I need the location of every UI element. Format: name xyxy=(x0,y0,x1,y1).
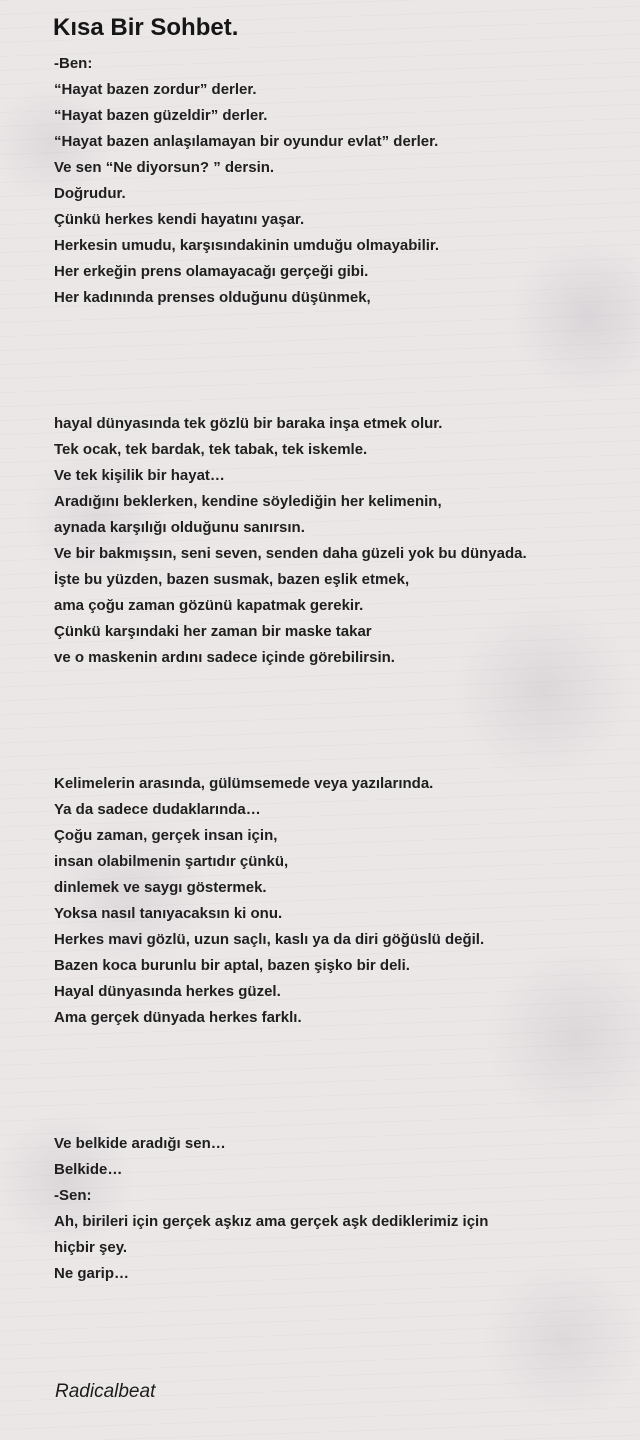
poem-line: Çünkü herkes kendi hayatını yaşar. xyxy=(54,211,305,228)
stanza xyxy=(54,771,484,1031)
poem-line: Herkes mavi gözlü, uzun saçlı, kaslı ya da diri göğüslü değil. xyxy=(54,931,485,948)
poem-line: “Hayat bazen anlaşılamayan bir oyundur evlat” derler. xyxy=(54,133,439,150)
poem-line: Ve tek kişilik bir hayat… xyxy=(54,467,225,484)
poem-line: -Ben: xyxy=(54,55,93,72)
poem-line: Tek ocak, tek bardak, tek tabak, tek iskemle. xyxy=(54,441,368,458)
poem-line: hiçbir şey. xyxy=(54,1239,128,1256)
poem-line: insan olabilmenin şartıdır çünkü, xyxy=(54,853,289,870)
poem-line: Ve belkide aradığı sen… xyxy=(54,1135,226,1152)
poem-line: dinlemek ve saygı göstermek. xyxy=(54,879,267,896)
poem-line: Yoksa nasıl tanıyacaksın ki onu. xyxy=(54,905,283,922)
poem-line: Hayal dünyasında herkes güzel. xyxy=(54,983,281,1000)
poem-line: -Sen: xyxy=(54,1187,92,1204)
poem-line: “Hayat bazen zordur” derler. xyxy=(54,81,257,98)
poem-line: Her erkeğin prens olamayacağı gerçeği gibi. xyxy=(54,263,369,280)
poem-line: Ya da sadece dudaklarında… xyxy=(54,801,261,818)
poem-title: Kısa Bir Sohbet. xyxy=(53,14,239,41)
stanza xyxy=(54,51,439,311)
poem-line: İşte bu yüzden, bazen susmak, bazen eşlik etmek, xyxy=(54,571,410,588)
poem-line: Her kadınında prenses olduğunu düşünmek, xyxy=(54,289,371,306)
poem-line: Ne garip… xyxy=(54,1265,130,1282)
poem-line: “Hayat bazen güzeldir” derler. xyxy=(54,107,268,124)
poem-line: Ah, birileri için gerçek aşkız ama gerçek aşk dediklerimiz için xyxy=(54,1213,489,1230)
poem-line: Kelimelerin arasında, gülümsemede veya yazılarında. xyxy=(54,775,434,792)
poem-line: Herkesin umudu, karşısındakinin umduğu olmayabilir. xyxy=(54,237,440,254)
stanza xyxy=(54,1131,488,1287)
poem-line: ama çoğu zaman gözünü kapatmak gerekir. xyxy=(54,597,364,614)
poem-line: Çoğu zaman, gerçek insan için, xyxy=(54,827,278,844)
poem-line: ve o maskenin ardını sadece içinde görebilirsin. xyxy=(54,649,395,666)
poem-line: aynada karşılığı olduğunu sanırsın. xyxy=(54,519,305,536)
poem-line: Ama gerçek dünyada herkes farklı. xyxy=(54,1009,302,1026)
poem-line: Ve sen “Ne diyorsun? ” dersin. xyxy=(54,159,275,176)
poem-line: Ve bir bakmışsın, seni seven, senden daha güzeli yok bu dünyada. xyxy=(54,545,527,562)
poem-line: Bazen koca burunlu bir aptal, bazen şişko bir deli. xyxy=(54,957,410,974)
poem-line: Belkide… xyxy=(54,1161,123,1178)
poem-line: Çünkü karşındaki her zaman bir maske takar xyxy=(54,623,372,640)
poem-line: Aradığını beklerken, kendine söylediğin her kelimenin, xyxy=(54,493,442,510)
poem-line: hayal dünyasında tek gözlü bir baraka inşa etmek olur. xyxy=(54,415,443,432)
stanza xyxy=(54,411,527,671)
poem-author: Radicalbeat xyxy=(55,1381,156,1402)
poem-line: Doğrudur. xyxy=(54,185,126,202)
